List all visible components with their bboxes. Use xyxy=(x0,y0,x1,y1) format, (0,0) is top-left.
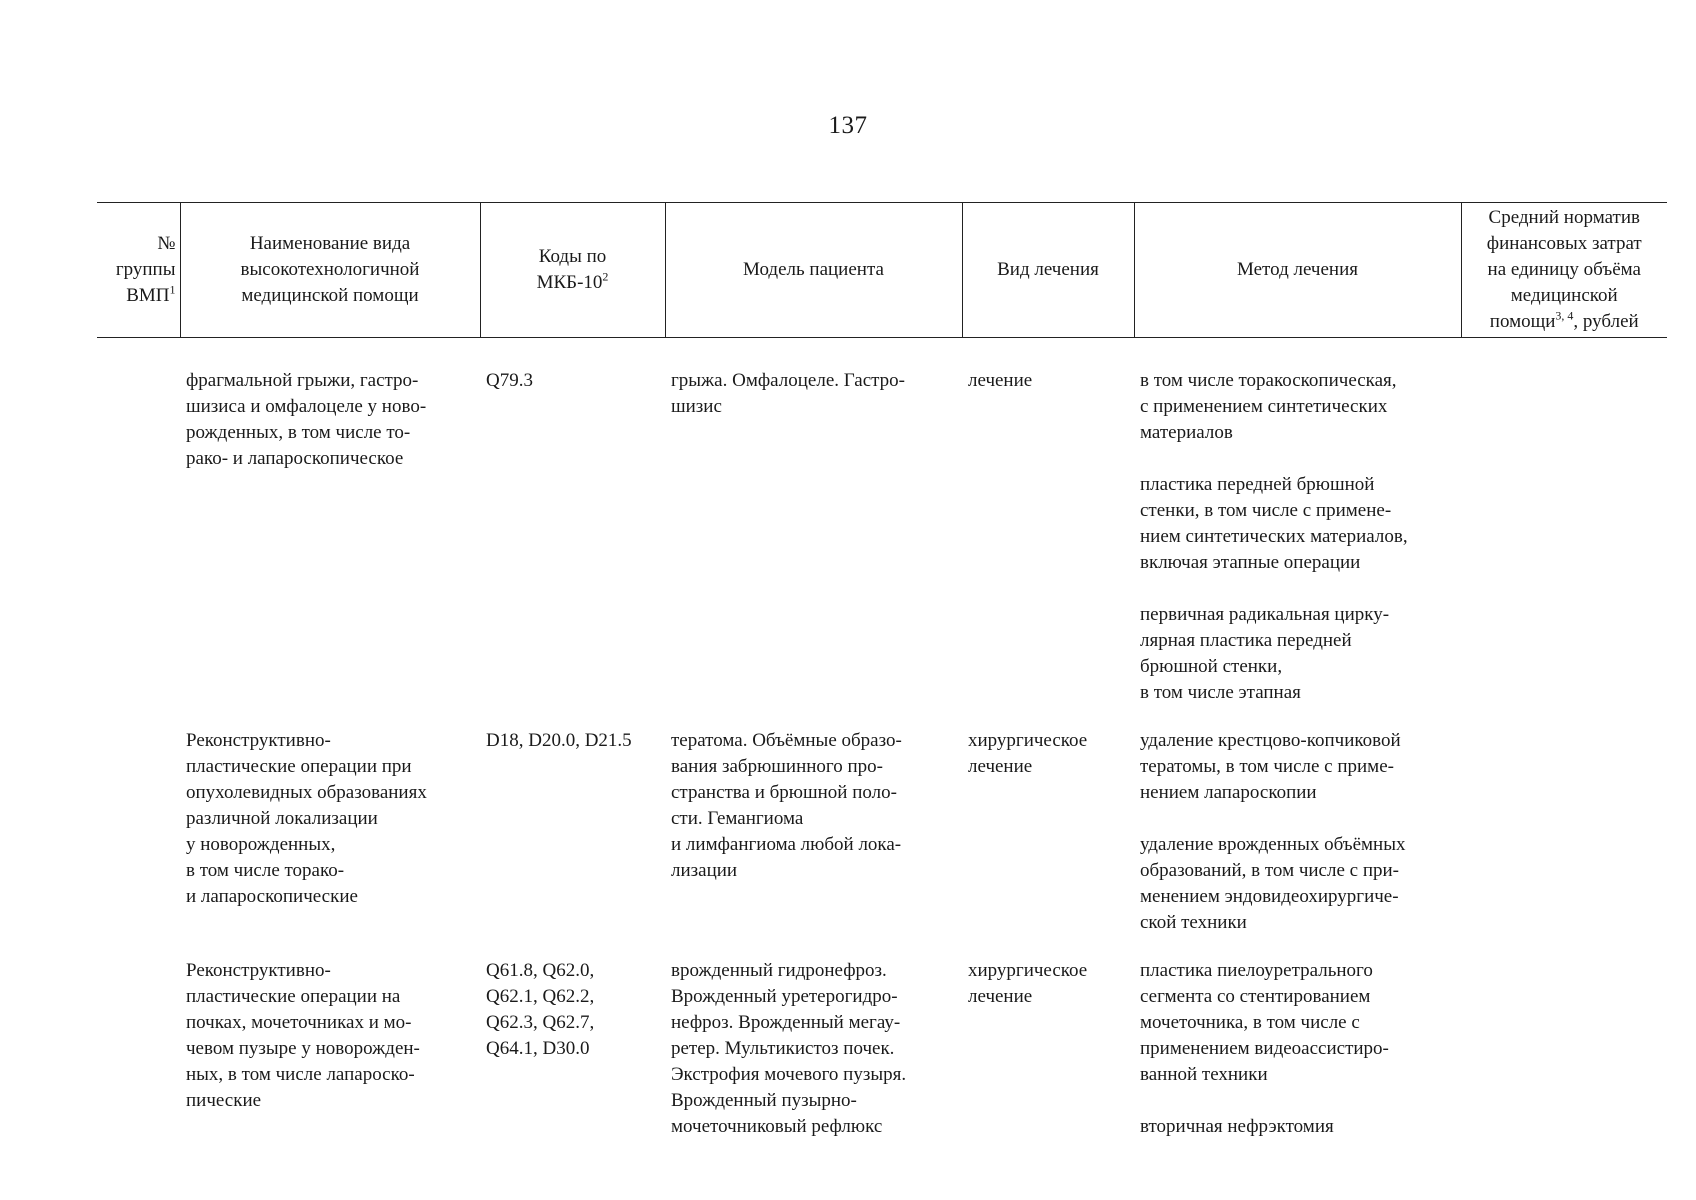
cell-cost-standard xyxy=(1461,958,1667,1140)
cell-patient-model: врожденный гидронефроз. Врожденный уретерогидро- нефроз. Врожденный мегау- ретер. Мультикистоз почек. Экстрофия мочевого пузыря. Врожденный пузырно- мочеточниковый рефлюкс xyxy=(671,960,907,1137)
cell-treatment-type: лечение xyxy=(968,370,1033,391)
cell-treatment-method xyxy=(1134,728,1461,958)
method-paragraph: первичная радикальная цирку- лярная пластика передней брюшной стенки, в том числе этапная xyxy=(1140,604,1390,703)
header-icd-codes: Коды по МКБ-$10^2$ xyxy=(480,203,665,338)
cell-icd-codes: Q79.3 xyxy=(486,370,533,391)
page-number: 137 xyxy=(828,112,868,139)
cell-group-number xyxy=(97,338,180,729)
table-header-row xyxy=(97,203,1667,338)
header-treatment-type: Вид лечения xyxy=(962,203,1134,338)
cell-cost-standard xyxy=(1461,338,1667,729)
cell-care-type-name: Реконструктивно- пластические операции на почках, мочеточниках и мо- чевом пузыре у новорожден- ных, в том числе лапароско- пические xyxy=(186,960,420,1111)
header-group-number: № группы ВМП$^1$ xyxy=(97,203,180,338)
table-row xyxy=(97,958,1667,1140)
cell-patient-model: тератома. Объёмные образо- вания забрюшинного про- странства и брюшной поло- сти. Гемангиома и лимфангиома любой лока- лизации xyxy=(671,730,902,881)
cell-care-type-name: Реконструктивно- пластические операции при опухолевидных образованиях различной локализации у новорожденных, в том числе торако- и лапароскопические xyxy=(186,730,427,907)
cell-icd-codes: D18, D20.0, D21.5 xyxy=(486,730,632,751)
method-paragraph: пластика передней брюшной стенки, в том числе с примене- нием синтетических материалов, включая этапные операции xyxy=(1140,474,1408,573)
cell-patient-model: грыжа. Омфалоцеле. Гастро- шизис xyxy=(671,370,906,417)
header-care-type-name: Наименование вида высокотехнологичной медицинской помощи xyxy=(180,203,480,338)
cell-icd-codes: Q61.8, Q62.0, Q62.1, Q62.2, Q62.3, Q62.7, Q64.1, D30.0 xyxy=(486,960,595,1059)
header-patient-model: Модель пациента xyxy=(665,203,962,338)
cell-treatment-method xyxy=(1134,958,1461,1140)
cell-treatment-type: хирургическое лечение xyxy=(968,730,1088,777)
cell-care-type-name: фрагмальной грыжи, гастро- шизиса и омфалоцеле у ново- рожденных, в том числе то- рако- и лапароскопическое xyxy=(186,370,427,469)
document-table-container xyxy=(97,202,1667,1140)
vmp-table xyxy=(97,202,1667,1140)
table-row xyxy=(97,728,1667,958)
method-paragraph: удаление врожденных объёмных образований, в том числе с при- менением эндовидеохирургиче- ской техники xyxy=(1140,834,1406,933)
method-paragraph: пластика пиелоуретрального сегмента со стентированием мочеточника, в том числе с применением видеоассистиро- ванной техники xyxy=(1140,960,1389,1085)
method-paragraph: вторичная нефрэктомия xyxy=(1140,1116,1334,1137)
table-row xyxy=(97,338,1667,729)
cell-cost-standard xyxy=(1461,728,1667,958)
cell-treatment-type: хирургическое лечение xyxy=(968,960,1088,1007)
cell-group-number xyxy=(97,958,180,1140)
method-paragraph: удаление крестцово-копчиковой тератомы, в том числе с приме- нением лапароскопии xyxy=(1140,730,1401,803)
header-cost-standard: Средний норматив финансовых затрат на единицу объёма медицинской помощи$^{3, 4}$, рублей xyxy=(1461,203,1667,338)
method-paragraph: в том числе торакоскопическая, с применением синтетических материалов xyxy=(1140,370,1397,443)
cell-group-number xyxy=(97,728,180,958)
header-treatment-method: Метод лечения xyxy=(1134,203,1461,338)
cell-treatment-method xyxy=(1134,338,1461,729)
